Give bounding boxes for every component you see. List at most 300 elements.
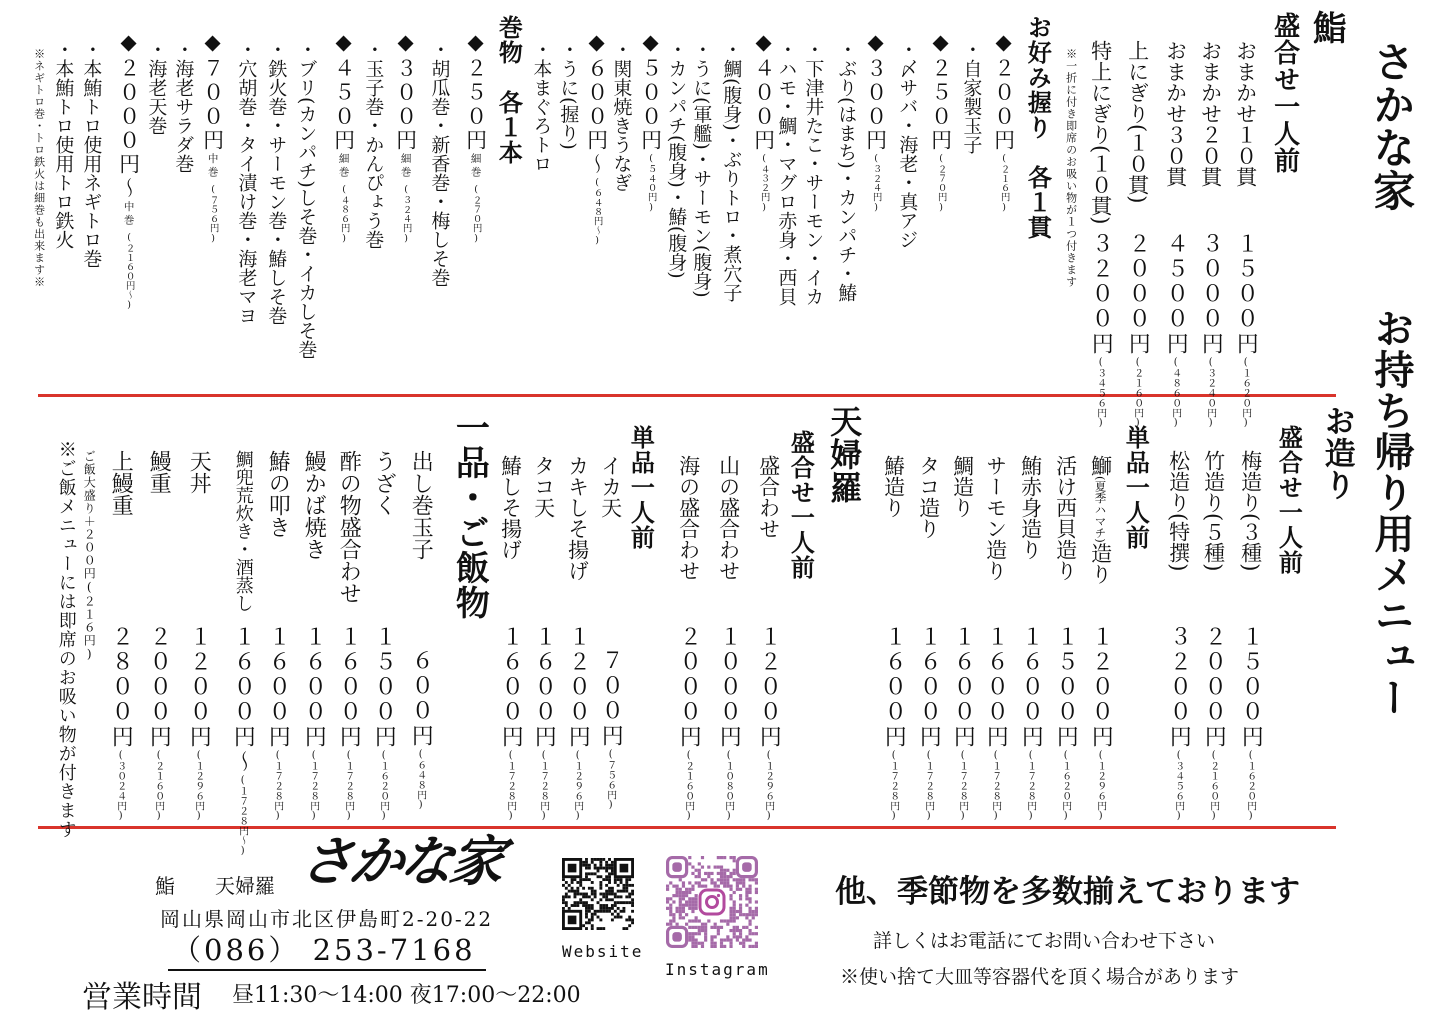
qr-module (704, 872, 707, 875)
qr-module (726, 885, 729, 888)
okonomi-item: ・ぶり(はまち)・カンパチ・鰆 (835, 40, 858, 302)
qr-module (605, 898, 608, 901)
qr-module (611, 887, 614, 890)
price-with-tax: (２１６０円) (153, 750, 165, 822)
qr-module (691, 897, 694, 900)
footer-categories: 鮨 天婦羅 (155, 874, 275, 898)
price-value: １６００円 (336, 625, 362, 750)
qr-module (748, 919, 751, 922)
price-column (199, 30, 224, 244)
tempura-set-name: 山の盛合わせ (716, 455, 741, 581)
qr-module (710, 945, 713, 948)
qr-module (695, 932, 698, 935)
price-with-tax: (１７２８円) (1025, 750, 1037, 822)
qr-module (729, 913, 732, 916)
qr-module (631, 904, 634, 907)
qr-module (617, 884, 620, 887)
qr-module (729, 910, 732, 913)
qr-module (682, 907, 685, 910)
qr-module (748, 938, 751, 941)
qr-module (582, 861, 585, 864)
qr-module (594, 864, 597, 867)
price-column (1087, 232, 1113, 428)
qr-module (591, 927, 594, 930)
price-column (1197, 232, 1223, 428)
qr-module (628, 916, 631, 919)
price-with-tax: (１６２０円) (378, 750, 390, 822)
qr-module (594, 872, 597, 875)
price-column (392, 30, 417, 244)
price-column (597, 649, 623, 811)
qr-module (710, 881, 713, 884)
qr-module (614, 904, 617, 907)
qr-module (628, 901, 631, 904)
qr-module (691, 938, 694, 941)
qr-module (620, 890, 623, 893)
qr-module (704, 935, 707, 938)
qr-module (729, 897, 732, 900)
qr-module (733, 919, 736, 922)
price-column (185, 625, 211, 821)
qr-finder-core (672, 862, 682, 872)
qr-module (717, 926, 720, 929)
qr-module (733, 900, 736, 903)
qr-module (585, 861, 588, 864)
qr-module (617, 913, 620, 916)
qr-module (631, 890, 634, 893)
qr-module (605, 867, 608, 870)
qr-module (723, 872, 726, 875)
qr-module (599, 907, 602, 910)
qr-module (608, 858, 611, 861)
price-value: １０００円 (716, 625, 742, 750)
qr-module (565, 904, 568, 907)
qr-module (622, 907, 625, 910)
price-column (1237, 625, 1263, 821)
qr-module (742, 881, 745, 884)
qr-module (666, 885, 669, 888)
qr-module (717, 872, 720, 875)
qr-module (736, 929, 739, 932)
qr-module (602, 893, 605, 896)
qr-module (669, 897, 672, 900)
qr-module (622, 927, 625, 930)
otsukuri-single-name: 鯛造り (950, 455, 975, 518)
qr-module (682, 885, 685, 888)
qr-module (691, 932, 694, 935)
qr-module (620, 878, 623, 881)
price-value: ２０００円 (1125, 232, 1151, 357)
price-value: ◆２０００円～ (116, 30, 141, 201)
qr-module (617, 907, 620, 910)
qr-module (571, 904, 574, 907)
qr-module (608, 864, 611, 867)
okonomi-item: ・うに(握り) (557, 40, 580, 150)
qr-module (611, 893, 614, 896)
section-heading-ippin: 一品・ご飯物 (449, 410, 490, 620)
qr-module (714, 866, 717, 869)
qr-module (576, 893, 579, 896)
qr-module (585, 927, 588, 930)
qr-module (710, 938, 713, 941)
qr-module (617, 901, 620, 904)
qr-module (588, 907, 591, 910)
qr-module (574, 878, 577, 881)
maki-item: ・ブリ(カンパチ)しそ巻・イカしそ巻 (295, 40, 318, 359)
qr-module (736, 881, 739, 884)
qr-module (691, 888, 694, 891)
ippin-item-name: 鯛兜荒炊き・酒蒸し (232, 450, 254, 612)
qr-module (576, 901, 579, 904)
qr-module (714, 881, 717, 884)
qr-module (608, 878, 611, 881)
price-column (862, 30, 887, 213)
otsukuri-set-heading: 盛合せ一人前 (1274, 425, 1304, 575)
qr-module (585, 916, 588, 919)
qr-module (733, 859, 736, 862)
qr-module (599, 881, 602, 884)
qr-module (739, 942, 742, 945)
price-with-tax: (１２９６円) (193, 750, 205, 822)
menu-subtitle: お持ち帰り用メニュー (1368, 308, 1415, 718)
shop-phone[interactable]: （086） 253-7168 (168, 928, 486, 971)
qr-module (726, 869, 729, 872)
qr-module (608, 881, 611, 884)
qr-module (608, 890, 611, 893)
qr-module (631, 918, 634, 921)
qr-module (755, 932, 758, 935)
okonomi-item: ・下津井たこ・サーモン・イカ (802, 40, 825, 306)
qr-module (594, 895, 597, 898)
qr-module (729, 929, 732, 932)
qr-finder-core (742, 862, 752, 872)
okonomi-item: ・本まぐろトロ (530, 40, 553, 173)
qr-module (576, 890, 579, 893)
qr-module (745, 926, 748, 929)
qr-module (745, 916, 748, 919)
qr-module (628, 924, 631, 927)
price-with-tax: (２１６０円) (683, 750, 695, 822)
price-column (675, 625, 701, 821)
qr-module (695, 945, 698, 948)
qr-module (717, 885, 720, 888)
qr-module (707, 919, 710, 922)
qr-module (614, 878, 617, 881)
qr-module (676, 910, 679, 913)
qr-module (717, 878, 720, 881)
qr-module (736, 916, 739, 919)
qr-module (755, 881, 758, 884)
qr-module (565, 893, 568, 896)
qr-module (608, 867, 611, 870)
qr-finder-core (672, 932, 682, 942)
price-with-tax: (１７２８円) (538, 750, 550, 822)
price-with-tax: (７５６円) (605, 749, 617, 811)
price-column (990, 30, 1015, 213)
qr-module (748, 932, 751, 935)
qr-module (585, 901, 588, 904)
qr-module (720, 942, 723, 945)
qr-module (714, 942, 717, 945)
qr-module (729, 919, 732, 922)
ippin-item-name: 出し巻玉子 (408, 450, 434, 560)
qr-module (582, 887, 585, 890)
price-column (915, 625, 941, 821)
qr-module (666, 900, 669, 903)
qr-module (676, 885, 679, 888)
qr-module (562, 878, 565, 881)
qr-module (676, 888, 679, 891)
price-column (1087, 625, 1113, 821)
qr-module (704, 878, 707, 881)
qr-module (739, 904, 742, 907)
qr-module (729, 894, 732, 897)
price-column (407, 649, 433, 811)
qr-module (745, 888, 748, 891)
otsukuri-single-name: タコ造り (916, 455, 941, 539)
qr-module (688, 935, 691, 938)
qr-module (588, 867, 591, 870)
ippin-item-name: 酢の物盛合わせ (336, 450, 362, 604)
qr-module (585, 867, 588, 870)
qr-module (755, 910, 758, 913)
qr-module (739, 907, 742, 910)
price-with-tax: (３２４０円) (1205, 357, 1217, 429)
price-column (982, 625, 1008, 821)
qr-module (695, 942, 698, 945)
qr-module (688, 888, 691, 891)
qr-module (597, 910, 600, 913)
qr-module (755, 900, 758, 903)
qr-module (723, 875, 726, 878)
qr-module (704, 885, 707, 888)
qr-module (733, 929, 736, 932)
price-column (229, 625, 255, 856)
qr-module (669, 910, 672, 913)
qr-module (625, 927, 628, 930)
qr-module (698, 885, 701, 888)
qr-module (739, 910, 742, 913)
qr-module (720, 869, 723, 872)
price-value: １２００円 (186, 625, 212, 750)
qr-module (585, 895, 588, 898)
price-with-tax: (１２９６円) (1095, 750, 1107, 822)
qr-module (682, 910, 685, 913)
price-column (335, 625, 361, 821)
qr-module (605, 870, 608, 873)
price-value: １６００円 (498, 625, 524, 750)
price-column (949, 625, 975, 821)
qr-module (714, 885, 717, 888)
price-with-tax: (１７２８円) (505, 750, 517, 822)
qr-module (698, 881, 701, 884)
roll-size-label: 細巻 (337, 153, 350, 180)
ippin-item-name: 鰆の叩き (265, 450, 291, 538)
qr-module (582, 895, 585, 898)
qr-module (617, 916, 620, 919)
qr-module (739, 935, 742, 938)
qr-module (726, 881, 729, 884)
qr-module (608, 910, 611, 913)
qr-module (582, 864, 585, 867)
price-value: ２０００円 (1201, 625, 1227, 750)
qr-module (682, 894, 685, 897)
qr-module (631, 901, 634, 904)
qr-module (625, 918, 628, 921)
qr-module (588, 910, 591, 913)
qr-module (611, 861, 614, 864)
qr-module (742, 945, 745, 948)
qr-module (695, 875, 698, 878)
qr-module (745, 913, 748, 916)
qr-module (720, 878, 723, 881)
qr-module (748, 888, 751, 891)
qr-module (620, 901, 623, 904)
qr-module (679, 878, 682, 881)
qr-module (679, 907, 682, 910)
qr-module (726, 923, 729, 926)
qr-module (710, 872, 713, 875)
qr-module (582, 893, 585, 896)
qr-module (574, 890, 577, 893)
qr-module (669, 919, 672, 922)
qr-module (631, 921, 634, 924)
seasonal-notice: 他、季節物を多数揃えております (835, 874, 1300, 910)
qr-module (605, 907, 608, 910)
qr-module (679, 913, 682, 916)
qr-module (585, 913, 588, 916)
qr-module (748, 945, 751, 948)
qr-module (698, 875, 701, 878)
qr-module (726, 878, 729, 881)
qr-module (582, 924, 585, 927)
qr-module (582, 878, 585, 881)
price-value: １６００円 (301, 625, 327, 750)
sushi-set-name: 上にぎり(１０貫) (1125, 40, 1150, 204)
qr-module (736, 935, 739, 938)
qr-module (591, 898, 594, 901)
okonomi-item: ・関東焼きうなぎ (610, 40, 633, 192)
website-label: Website (562, 942, 644, 961)
qr-module (582, 904, 585, 907)
qr-module (755, 945, 758, 948)
qr-module (701, 878, 704, 881)
inquiry-notice: 詳しくはお電話にてお問い合わせ下さい (873, 930, 1216, 952)
price-with-tax: (１２９６円) (763, 750, 775, 822)
qr-module (591, 893, 594, 896)
qr-module (594, 893, 597, 896)
price-with-tax: (３４５６円) (1173, 750, 1185, 822)
qr-finder-core (620, 864, 629, 873)
price-value: ◆２５０円 (463, 30, 488, 153)
qr-module (695, 926, 698, 929)
qr-module (625, 881, 628, 884)
maki-note: ※ネギトロ巻・トロ鉄火は細巻も出来ます※ (32, 48, 46, 288)
sushi-set-name: おまかせ１０貫 (1233, 40, 1258, 187)
qr-module (676, 923, 679, 926)
qr-module (611, 867, 614, 870)
price-column (583, 30, 608, 246)
qr-module (729, 938, 732, 941)
qr-module (611, 870, 614, 873)
qr-module (698, 929, 701, 932)
qr-module (688, 907, 691, 910)
qr-module (752, 945, 755, 948)
website-qr-code[interactable] (562, 858, 634, 930)
qr-module (625, 884, 628, 887)
price-with-tax: (２７０円) (935, 153, 947, 213)
qr-module (691, 910, 694, 913)
qr-module (628, 878, 631, 881)
qr-module (608, 893, 611, 896)
instagram-qr-code[interactable] (666, 856, 758, 950)
sushi-set-name: おまかせ３０貫 (1163, 40, 1188, 187)
qr-module (682, 881, 685, 884)
qr-module (752, 910, 755, 913)
qr-module (720, 919, 723, 922)
qr-module (628, 884, 631, 887)
qr-module (588, 904, 591, 907)
price-value: ◆４５０円 (331, 30, 356, 153)
qr-module (571, 878, 574, 881)
qr-module (631, 884, 634, 887)
qr-module (585, 921, 588, 924)
qr-module (701, 942, 704, 945)
qr-module (591, 858, 594, 861)
price-column (462, 30, 487, 244)
qr-module (599, 864, 602, 867)
qr-module (745, 935, 748, 938)
price-value: １６００円 (1018, 625, 1044, 750)
qr-module (691, 935, 694, 938)
qr-module (591, 907, 594, 910)
qr-module (739, 888, 742, 891)
qr-module (666, 923, 669, 926)
qr-module (585, 878, 588, 881)
qr-module (704, 932, 707, 935)
qr-module (695, 916, 698, 919)
price-column (1165, 625, 1191, 821)
qr-module (723, 881, 726, 884)
qr-module (723, 878, 726, 881)
price-column (330, 30, 355, 244)
price-value: １５００円 (1238, 625, 1264, 750)
qr-module (685, 894, 688, 897)
qr-module (695, 907, 698, 910)
qr-module (745, 938, 748, 941)
price-value: １２００円 (1088, 625, 1114, 750)
price-with-tax: (６４８円) (415, 749, 427, 811)
qr-module (720, 881, 723, 884)
qr-module (666, 907, 669, 910)
qr-module (691, 872, 694, 875)
qr-module (591, 881, 594, 884)
qr-module (631, 893, 634, 896)
qr-module (594, 867, 597, 870)
qr-module (729, 907, 732, 910)
qr-module (736, 878, 739, 881)
qr-module (605, 884, 608, 887)
qr-module (729, 942, 732, 945)
qr-module (602, 878, 605, 881)
price-column (264, 625, 290, 821)
qr-module (585, 910, 588, 913)
qr-module (682, 891, 685, 894)
qr-module (602, 904, 605, 907)
qr-module (669, 881, 672, 884)
qr-module (710, 935, 713, 938)
qr-module (752, 932, 755, 935)
